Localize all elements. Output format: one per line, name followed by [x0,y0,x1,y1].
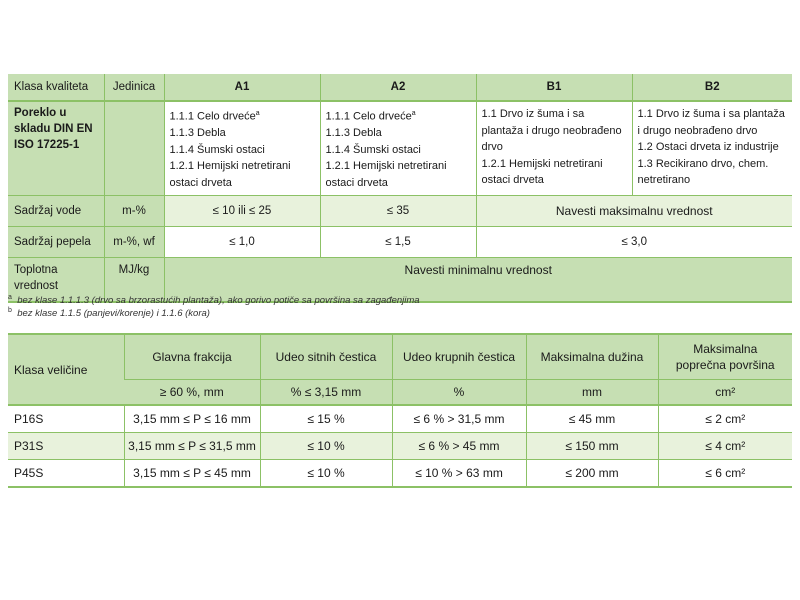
origin-row [8,101,792,196]
origin-b1-line: drvo [481,141,503,153]
header-b2: B2 [632,74,792,101]
unit-max-length: mm [526,380,658,406]
water-label: Sadržaj vode [8,196,104,227]
unit-fine-share: % ≤ 3,15 mm [260,380,392,406]
footnote-a: $^a$ bez klase 1.1.1.3 (drvo sa brzorastućih plantaža), ako gorivo potiče sa površina sa zagađenjima [8,294,420,307]
origin-b2-line: 1.2 Ostaci drveta iz industrije [637,141,779,153]
quality-class-table [8,74,792,303]
origin-b2-line: i drugo neobrađeno drvo [637,124,758,137]
origin-a2-line: 1.2.1 Hemijski netretirani [325,160,447,173]
row-max-length: ≤ 150 mm [526,433,658,460]
row-coarse-share: ≤ 6 % > 45 mm [392,433,526,460]
row-fine-share: ≤ 10 % [260,460,392,488]
origin-b2-line: 1.1 Drvo iz šuma i sa plantaža [637,108,785,120]
table-row [8,433,792,460]
row-class: P45S [8,460,124,488]
quality-header-row [8,74,792,101]
origin-b1-line: 1.1 Drvo iz šuma i sa [481,108,585,120]
origin-b2-line: 1.3 Recikirano drvo, chem. [637,157,769,170]
size-unit-row [8,380,792,406]
row-fine-share: ≤ 10 % [260,433,392,460]
heat-unit: MJ/kg [104,258,164,303]
origin-a1-line: 1.1.1 Celo drveće$^a$ [169,110,260,123]
origin-a1-line: 1.2.1 Hemijski netretirani [169,160,291,173]
origin-a1 [164,101,320,196]
origin-b1-line: plantaža i drugo neobrađeno [481,124,622,137]
row-main-fraction: 3,15 mm ≤ P ≤ 45 mm [124,460,260,488]
water-row [8,196,792,227]
ash-b: ≤ 3,0 [476,227,792,258]
origin-a2 [320,101,476,196]
row-class: P16S [8,405,124,433]
origin-a2-line: 1.1.4 Šumski ostaci [325,143,421,156]
unit-main-fraction: ≥ 60 %, mm [124,380,260,406]
header-max-cross-section: Maksimalna poprečna površina [658,334,792,380]
row-main-fraction: 3,15 mm ≤ P ≤ 31,5 mm [124,433,260,460]
origin-b1-line: ostaci drveta [481,174,544,186]
row-max-cross-section: ≤ 6 cm² [658,460,792,488]
water-a1: ≤ 10 ili ≤ 25 [164,196,320,227]
unit-max-cross-section: cm² [658,380,792,406]
origin-a2-line: 1.1.1 Celo drveće$^a$ [325,110,416,123]
size-class-label: Klasa veličine [8,334,124,405]
size-header-row [8,334,792,380]
water-a2: ≤ 35 [320,196,476,227]
origin-b1 [476,101,632,196]
row-coarse-share: ≤ 10 % > 63 mm [392,460,526,488]
row-main-fraction: 3,15 mm ≤ P ≤ 16 mm [124,405,260,433]
header-b1: B1 [476,74,632,101]
header-a1: A1 [164,74,320,101]
row-class: P31S [8,433,124,460]
origin-a1-line: ostaci drveta [169,176,232,189]
row-coarse-share: ≤ 6 % > 31,5 mm [392,405,526,433]
table-row [8,460,792,488]
row-max-cross-section: ≤ 4 cm² [658,433,792,460]
unit-coarse-share: % [392,380,526,406]
origin-a1-line: 1.1.4 Šumski ostaci [169,143,265,156]
origin-unit [104,101,164,196]
origin-a2-line: 1.1.3 Debla [325,127,382,140]
heat-value: Navesti minimalnu vrednost [164,258,792,303]
water-b: Navesti maksimalnu vrednost [476,196,792,227]
ash-row [8,227,792,258]
header-a2: A2 [320,74,476,101]
ash-a2: ≤ 1,5 [320,227,476,258]
row-max-length: ≤ 45 mm [526,405,658,433]
header-coarse-share: Udeo krupnih čestica [392,334,526,380]
ash-label: Sadržaj pepela [8,227,104,258]
table-row [8,405,792,433]
row-max-cross-section: ≤ 2 cm² [658,405,792,433]
ash-a1: ≤ 1,0 [164,227,320,258]
heat-label: Toplotna vrednost [8,258,104,303]
header-fine-share: Udeo sitnih čestica [260,334,392,380]
origin-b2-line: netretirano [637,174,691,186]
origin-b2 [632,101,792,196]
origin-b1-line: 1.2.1 Hemijski netretirani [481,157,603,170]
header-max-length: Maksimalna dužina [526,334,658,380]
row-max-length: ≤ 200 mm [526,460,658,488]
size-class-table [8,333,792,488]
water-unit: m-% [104,196,164,227]
header-quality-class: Klasa kvaliteta [8,74,104,101]
row-fine-share: ≤ 15 % [260,405,392,433]
origin-label: Poreklo u skladu DIN EN ISO 17225-1 [8,101,104,196]
origin-a2-line: ostaci drveta [325,176,388,189]
footnote-b: $^b$ bez klase 1.1.5 (panjevi/korenje) i 1.1.6 (kora) [8,307,210,320]
ash-unit: m-%, wf [104,227,164,258]
header-unit: Jedinica [104,74,164,101]
header-main-fraction: Glavna frakcija [124,334,260,380]
origin-a1-line: 1.1.3 Debla [169,127,226,140]
